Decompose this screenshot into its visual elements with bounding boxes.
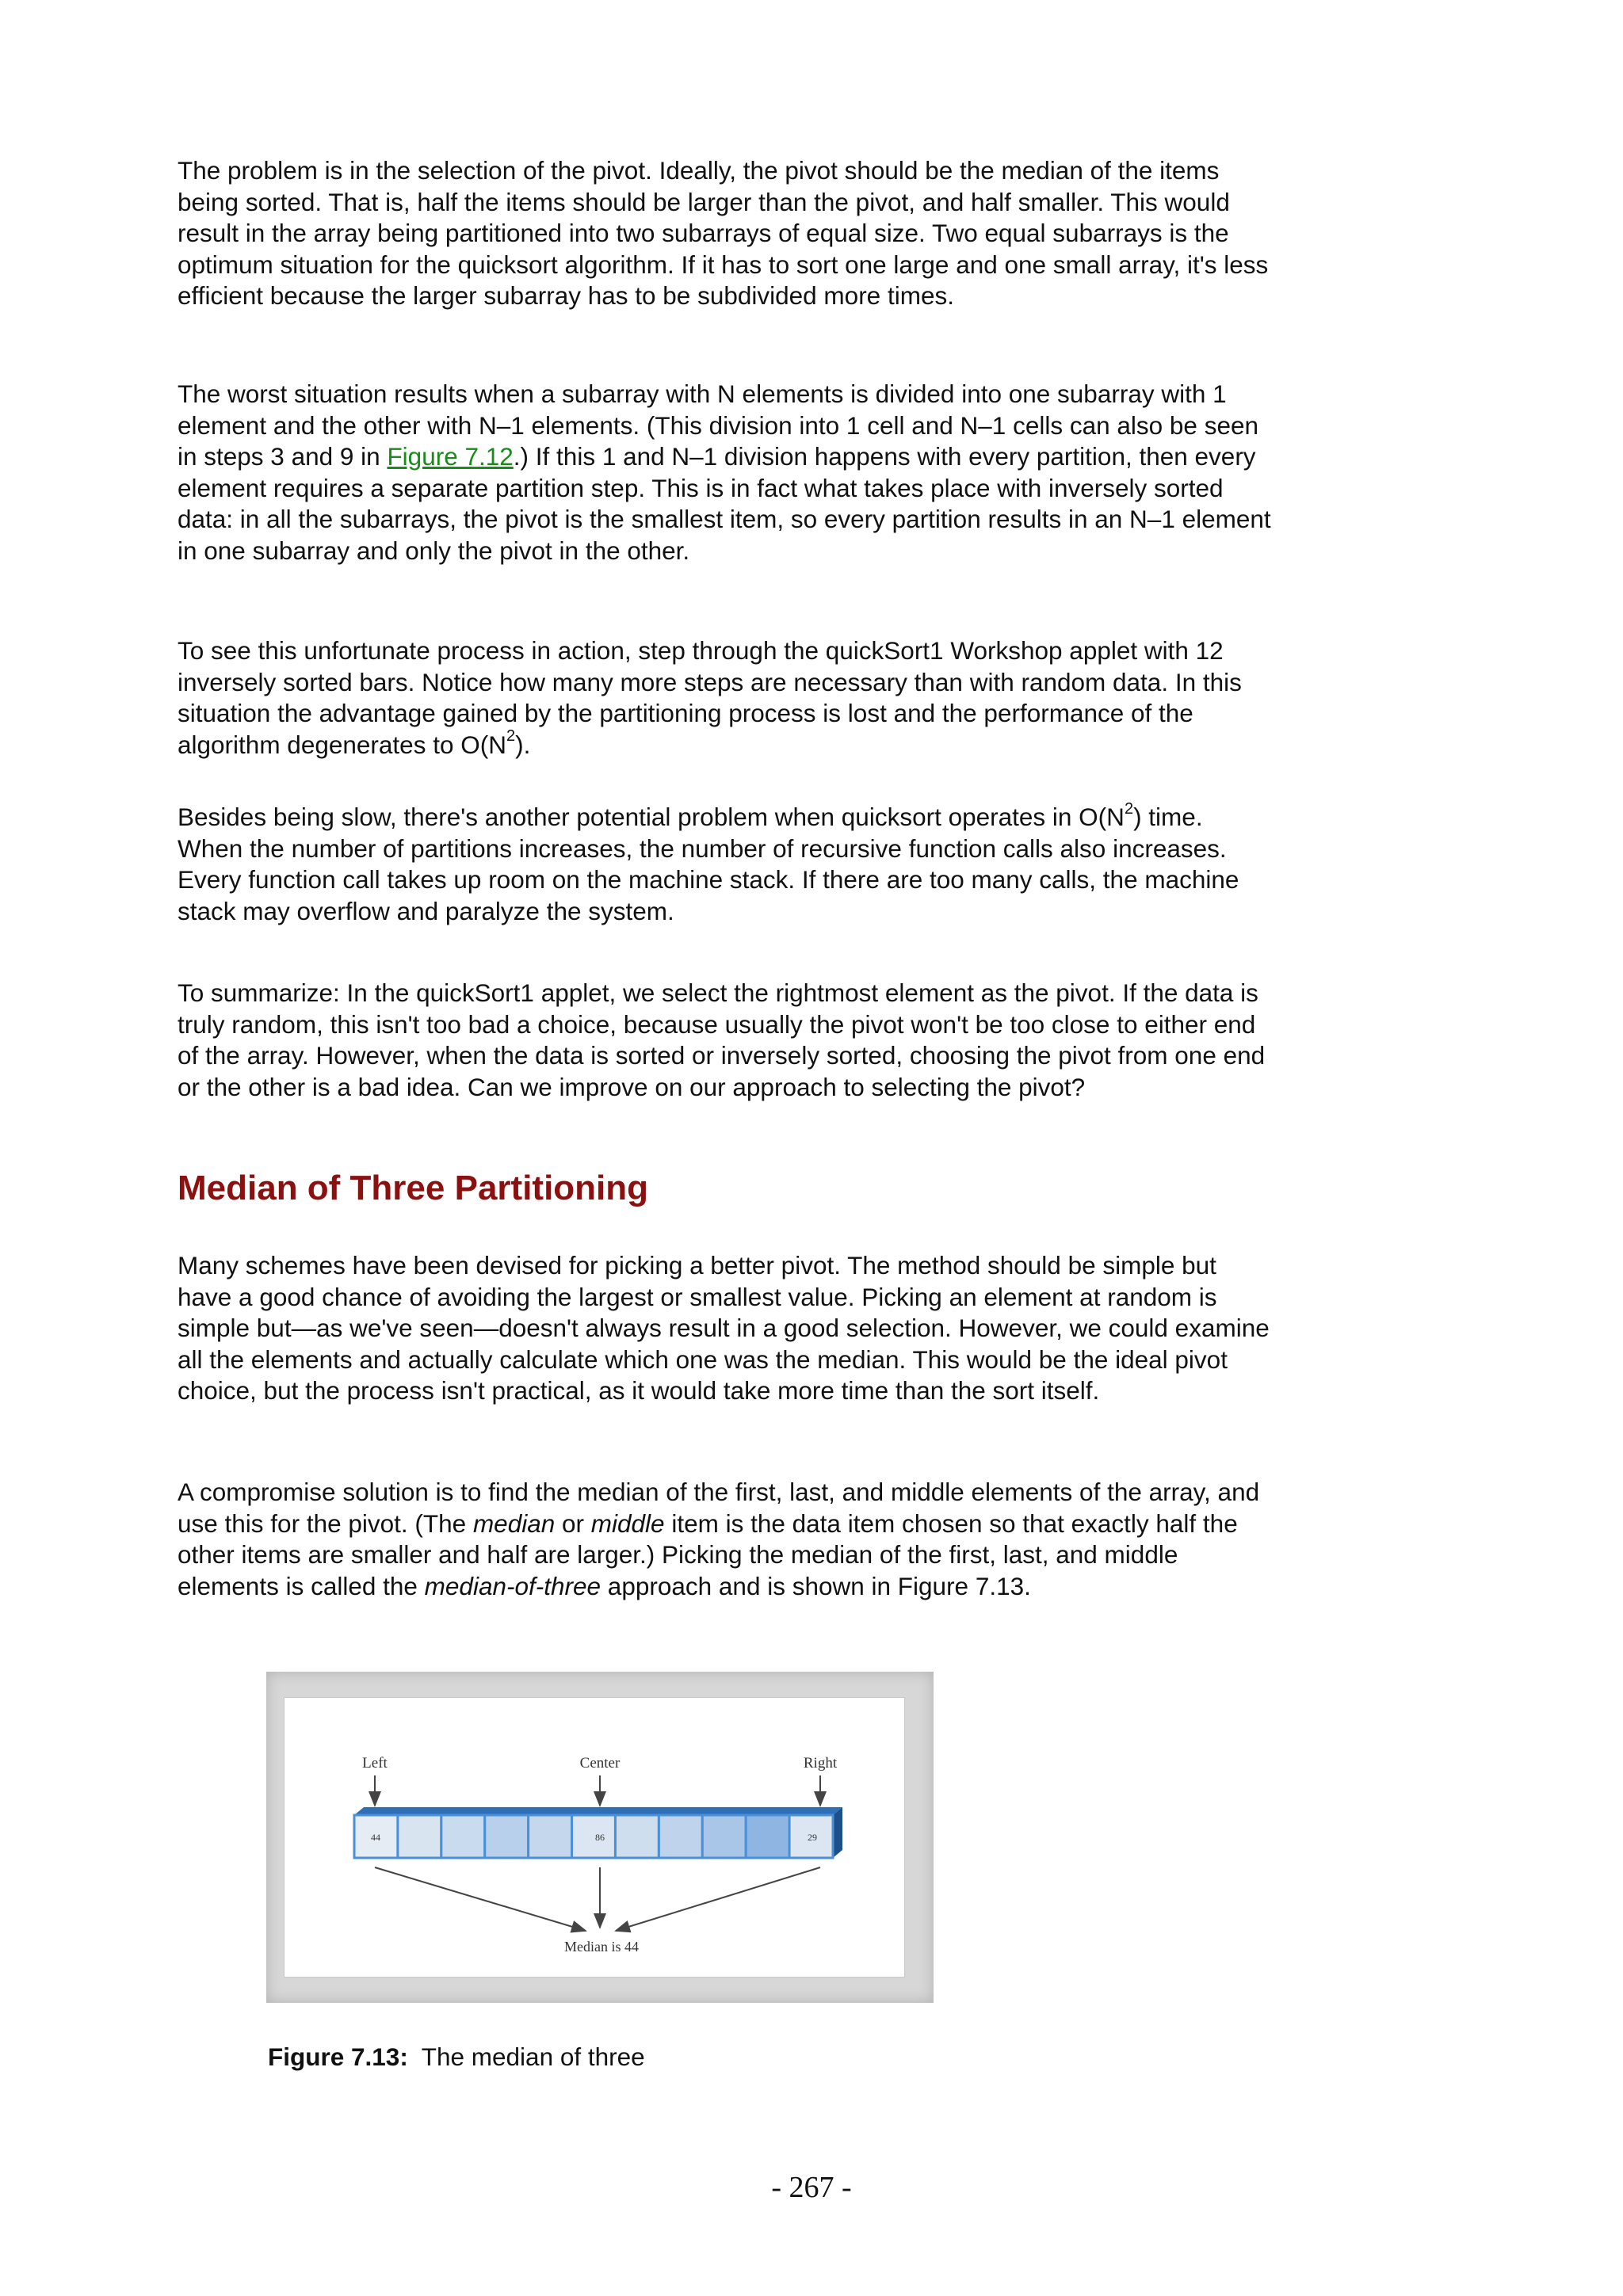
array-bar-side (833, 1807, 842, 1858)
caption-text: The median of three (421, 2042, 645, 2071)
arrow-left-to-median (375, 1867, 586, 1931)
term-median: median (472, 1508, 556, 1538)
figure-7-13 (266, 1672, 934, 2003)
superscript: 2 (1124, 799, 1134, 818)
figure-canvas (284, 1697, 905, 1978)
figure-7-12-link[interactable]: Figure 7.12 (387, 442, 514, 471)
paragraph-text: To see this unfortunate process in action, step through the quickSort1 Workshop applet with 12 inversely sorted bars. Notice how many more steps are necessary than with random data. In this situation the advantage gained by the partitioning process is lost and the performance of the algorithm degenerates to O(N (178, 636, 1242, 759)
paragraph-unfortunate-process (178, 635, 1271, 761)
array-cells (354, 1815, 833, 1858)
arrow-right-to-median (616, 1867, 820, 1931)
paragraph-summary: To summarize: In the quickSort1 applet, we select the rightmost element as the pivot. If the data is truly random, this isn't too bad a choice, because usually the pivot won't be too close to either end of the array. However, when the data is sorted or inversely sorted, choosing the pivot from one end or the other is a bad idea. Can we improve on our approach to selecting the pivot? (178, 978, 1266, 1101)
term-median-of-three: median-of-three (424, 1571, 601, 1600)
label-center: Center (579, 1755, 621, 1772)
value-right: 29 (808, 1832, 817, 1843)
array-cell (441, 1815, 485, 1858)
array-cell (659, 1815, 702, 1858)
paragraph-compromise (178, 1477, 1271, 1602)
label-left: Left (362, 1755, 388, 1772)
array-cell (398, 1815, 441, 1858)
label-right: Right (803, 1755, 838, 1772)
array-cell (746, 1815, 789, 1858)
paragraph-text: Besides being slow, there's another potential problem when quicksort operates in O(N (178, 803, 1125, 831)
page-number: - 267 - (771, 2171, 852, 2204)
array-cell (615, 1815, 659, 1858)
paragraph-text: .) If this 1 and N–1 division happens with every partition, then every element requires a separate partition step. This is in fact what takes place with inversely sorted data: in all the subarrays, the pivot is the smallest item, so every partition results in an N–1 element in one subarray and only the pivot in the other. (178, 442, 1271, 565)
value-left: 44 (371, 1832, 380, 1843)
paragraph-text: The worst situation results when a subarray with N elements is divided into one subarray with 1 element and the other with N–1 elements. (This division into 1 cell and N–1 cells can also be seen in steps 3 and 9 in (178, 379, 1259, 471)
paragraph-text: approach and is shown in Figure 7.13. (601, 1571, 1031, 1600)
figure-caption (268, 2041, 645, 2073)
array-cell (572, 1815, 616, 1858)
paragraph-text: or (555, 1508, 591, 1538)
median-label: Median is 44 (564, 1939, 639, 1955)
caption-label: Figure 7.13: (268, 2042, 408, 2071)
array-cell (702, 1815, 746, 1858)
paragraph-worst-situation (178, 379, 1271, 566)
section-heading: Median of Three Partitioning (178, 1169, 649, 1207)
paragraph-text: A compromise solution is to find the median of the first, last, and middle elements of the array, and use this for the pivot. (The (178, 1478, 1260, 1538)
superscript: 2 (506, 727, 516, 745)
paragraph-many-schemes: Many schemes have been devised for picking a better pivot. The method should be simple but have a good chance of avoiding the largest or smallest value. Picking an element at random is simple but—as we've seen—doesn't always result in a good selection. However, we could examine all the elements and actually calculate which one was the median. This would be the ideal pivot choice, but the process isn't practical, as it would take more time than the sort itself. (178, 1251, 1270, 1405)
array-cell (529, 1815, 572, 1858)
paragraph-text: item is the data item chosen so that exactly half the other items are smaller and half are larger.) Picking the median of the first, last, and middle elements is called the (178, 1508, 1238, 1600)
array-cell (485, 1815, 529, 1858)
paragraph-text: ). (515, 730, 531, 759)
paragraph-potential-problem (178, 799, 1271, 927)
value-center: 86 (595, 1832, 605, 1843)
paragraph-pivot-selection: The problem is in the selection of the pivot. Ideally, the pivot should be the median of the items being sorted. That is, half the items should be larger than the pivot, and half smaller. This would result in the array being partitioned into two subarrays of equal size. Two equal subarrays is the optimum situation for the quicksort algorithm. If it has to sort one large and one small array, it's less efficient because the larger subarray has to be subdivided more times. (178, 156, 1269, 310)
median-of-three-diagram (285, 1698, 904, 1977)
paragraph-text: ) time. When the number of partitions increases, the number of recursive function calls also increases. Every function call takes up room on the machine stack. If there are too many calls, the machine stack may overflow and paralyze the system. (178, 803, 1239, 925)
term-middle: middle (590, 1508, 665, 1538)
